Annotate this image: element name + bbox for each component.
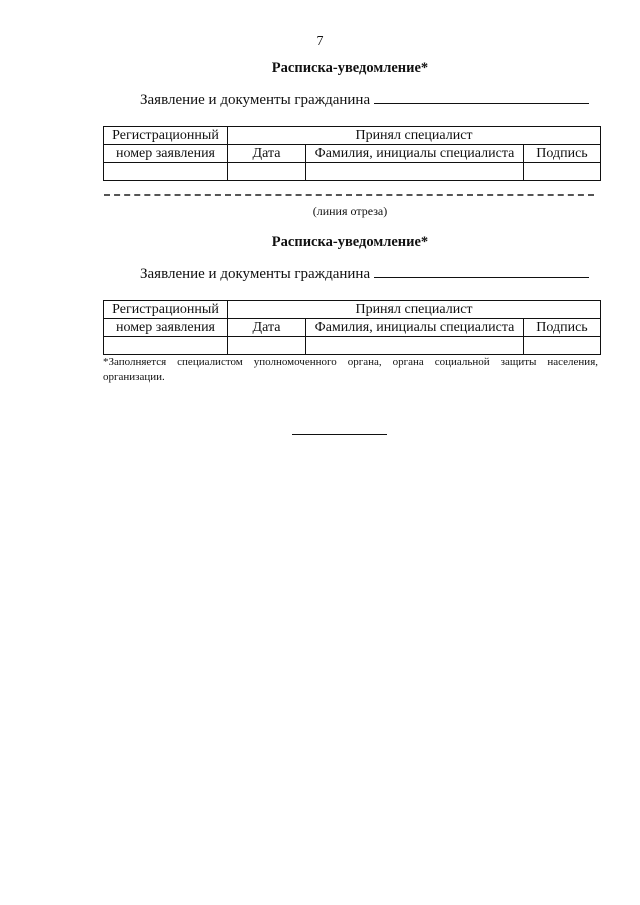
date-cell [228,337,306,355]
specialist-name-cell [306,163,524,181]
footnote: *Заполняется специалистом уполномоченного органа, органа социальной защиты населения, организации. [103,356,598,383]
signature-cell [524,163,601,181]
page-number: 7 [316,34,324,49]
accepted-header: Принял специалист [228,127,601,145]
applicant-label: Заявление и документы гражданина [140,92,371,108]
reg-number-cell [104,163,228,181]
specialist-name-header: Фамилия, инициалы специалиста [306,145,524,163]
reg-header-line1: Регистрационный [104,127,228,145]
applicant-blank-line [374,276,589,278]
applicant-label: Заявление и документы гражданина [140,266,371,282]
applicant-blank-line [374,102,589,104]
reg-header-line2: номер заявления [104,319,228,337]
cut-line-label: (линия отреза) [312,204,388,218]
reg-number-cell [104,337,228,355]
reg-header-line1: Регистрационный [104,301,228,319]
specialist-name-cell [306,337,524,355]
reg-header-line2: номер заявления [104,145,228,163]
receipt-table [103,300,601,355]
signature-header: Подпись [524,319,601,337]
end-rule [292,434,387,435]
signature-cell [524,337,601,355]
receipt-title: Расписка-уведомление* [271,234,429,250]
specialist-name-header: Фамилия, инициалы специалиста [306,319,524,337]
cut-line [104,194,594,196]
date-header: Дата [228,319,306,337]
accepted-header: Принял специалист [228,301,601,319]
signature-header: Подпись [524,145,601,163]
receipt-title: Расписка-уведомление* [271,60,429,76]
applicant-row [140,266,589,283]
date-header: Дата [228,145,306,163]
applicant-row [140,92,589,109]
receipt-table [103,126,601,181]
date-cell [228,163,306,181]
